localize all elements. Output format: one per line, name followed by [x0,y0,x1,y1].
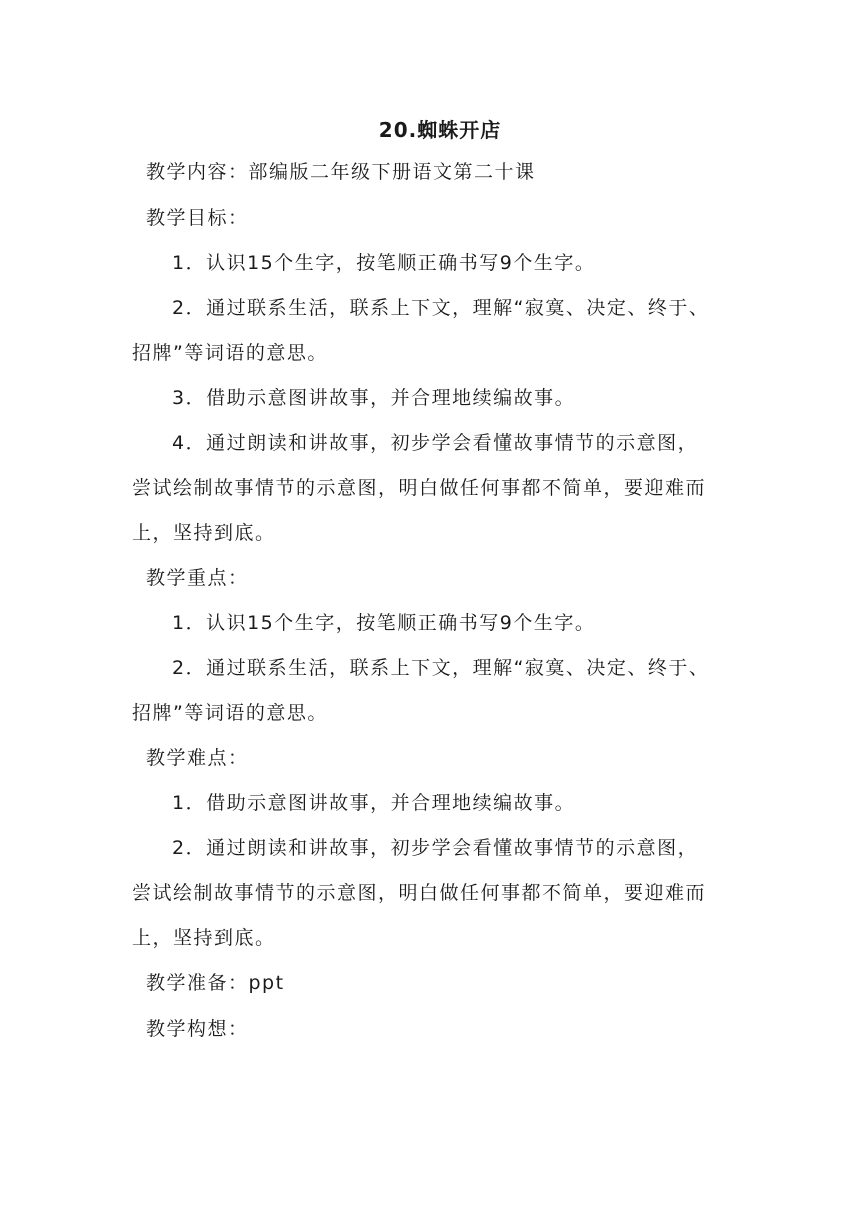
teaching-content: 教学内容：部编版二年级下册语文第二十课 [146,161,536,183]
goal-item: 4．通过朗读和讲故事，初步学会看懂故事情节的示意图， [172,432,699,454]
goal-item: 1．认识15个生字，按笔顺正确书写9个生字。 [172,252,596,274]
difficulty-item-continuation: 尝试绘制故事情节的示意图，明白做任何事都不简单，要迎难而 [132,882,707,904]
difficulties-heading: 教学难点： [146,747,249,769]
key-point-item: 1．认识15个生字，按笔顺正确书写9个生字。 [172,612,596,634]
goal-item-continuation: 尝试绘制故事情节的示意图，明白做任何事都不简单，要迎难而 [132,477,707,499]
goal-item: 3．借助示意图讲故事，并合理地续编故事。 [172,387,576,409]
difficulty-item: 2．通过朗读和讲故事，初步学会看懂故事情节的示意图， [172,837,699,859]
goal-item: 2．通过联系生活，联系上下文，理解“寂寞、决定、终于、 [172,297,710,319]
lesson-title: 20.蜘蛛开店 [378,118,502,142]
difficulty-item: 1．借助示意图讲故事，并合理地续编故事。 [172,792,576,814]
preparation: 教学准备：ppt [146,972,285,994]
goal-item-continuation: 上，坚持到底。 [132,522,276,544]
goals-heading: 教学目标： [146,207,249,229]
key-point-item-continuation: 招牌”等词语的意思。 [132,702,328,724]
concept-heading: 教学构想： [146,1018,249,1040]
difficulty-item-continuation: 上，坚持到底。 [132,927,276,949]
key-points-heading: 教学重点： [146,567,249,589]
key-point-item: 2．通过联系生活，联系上下文，理解“寂寞、决定、终于、 [172,657,710,679]
goal-item-continuation: 招牌”等词语的意思。 [132,342,328,364]
